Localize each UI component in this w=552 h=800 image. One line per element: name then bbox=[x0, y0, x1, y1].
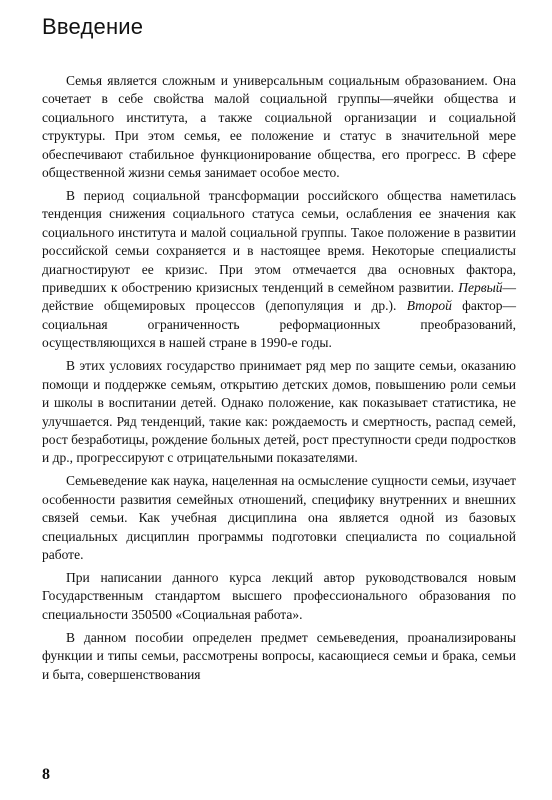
paragraph-text: При написании данного курса лекций автор руководствовался новым Государственным стандартом высшего профессионального образования по специальности 350500 «Социальная работа». bbox=[42, 569, 516, 622]
paragraph bbox=[42, 569, 516, 624]
paragraph bbox=[42, 357, 516, 467]
paragraph bbox=[42, 72, 516, 182]
paragraph bbox=[42, 472, 516, 564]
paragraph-text: Семья является сложным и универсальным социальным образованием. Она сочетает в себе свойства малой социальной группы—ячейки общества и социального института, а также социальной организации и социальной структуры. При этом семья, ее положение и статус в значительной мере обеспечивают стабильное функционирование общества, его прогресс. В сфере общественной жизни семья занимает особое место. bbox=[42, 73, 516, 181]
italic-term: Второй bbox=[406, 298, 452, 314]
paragraph-text: В период социальной трансформации российского общества наметилась тенденция снижения социального статуса семьи, ослабления ее значения как социального института и малой социальной группы. Такое положение в развитии российской семьи сохраняется и в настоящее время. Некоторые специалисты диагностируют ее кризис. При этом отмечается два основных фактора, приведших к обострению кризисных тенденций в семейном развитии. bbox=[42, 188, 516, 296]
page-title: Введение bbox=[42, 14, 144, 39]
paragraph bbox=[42, 187, 516, 353]
italic-term: Первый bbox=[458, 280, 503, 296]
page-number: 8 bbox=[42, 766, 50, 783]
page-body bbox=[42, 72, 516, 689]
paragraph-text: Семьеведение как наука, нацеленная на осмысление сущности семьи, изучает особенности развития семейных отношений, специфику внутренних и внешних связей семьи. Как учебная дисциплина она является одной из базовых специальных дисциплин программы подготовки специалиста по социальной работе. bbox=[42, 473, 516, 562]
paragraph-text: —действие общемировых процессов (депопуляция и др.). bbox=[42, 280, 516, 314]
paragraph bbox=[42, 629, 516, 684]
paragraph-text: фактор—социальная ограниченность реформационных преобразований, осуществляющихся в нашей стране в 1990-е годы. bbox=[42, 298, 517, 351]
paragraph-text: В этих условиях государство принимает ряд мер по защите семьи, оказанию помощи и поддержке семьям, открытию детских домов, повышению роли семьи и школы в воспитании детей. Однако положение, как показывает статистика, не улучшается. Ряд тенденций, такие как: рождаемость и смертность, распад семей, рост безработицы, рождение больных детей, рост преступности среди подростков и др., прогрессируют с отрицательными показателями. bbox=[42, 358, 516, 466]
paragraph-text: В данном пособии определен предмет семьеведения, проанализированы функции и типы семьи, рассмотрены вопросы, касающиеся семьи и брака, семьи и быта, совершенствования bbox=[42, 629, 516, 682]
